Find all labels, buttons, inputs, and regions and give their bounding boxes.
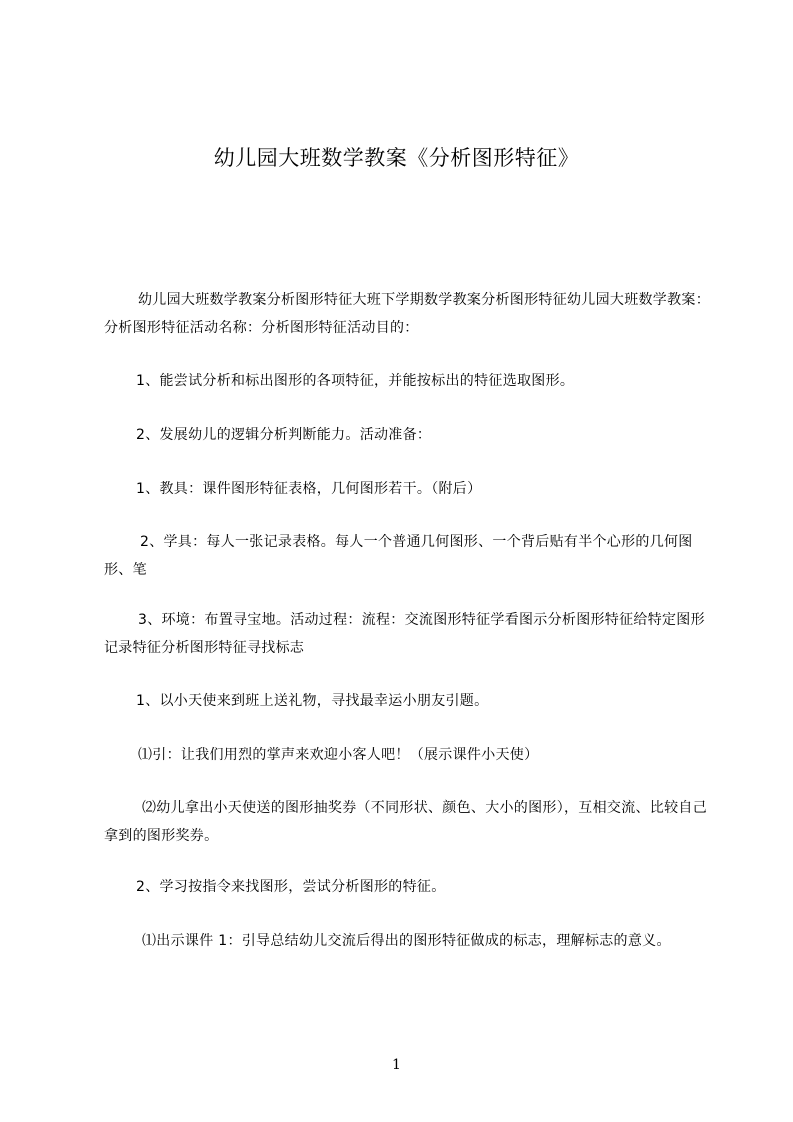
paragraph-process-2-a: ⑴出示课件 1：引导总结幼儿交流后得出的图形特征做成的标志，理解标志的意义。 (142, 933, 671, 949)
paragraph-process-2: 2、学习按指令来找图形，尝试分析图形的特征。 (136, 879, 446, 895)
paragraph-intro: 幼儿园大班数学教案分析图形特征大班下学期数学教案分析图形特征幼儿园大班数学教案：分析图形特征活动名称：分析图形特征活动目的： (104, 292, 710, 336)
paragraph-process-1-b: ⑵幼儿拿出小天使送的图形抽奖券（不同形状、颜色、大小的图形），互相交流、比较自己拿到的图形奖券。 (104, 800, 707, 844)
paragraph-prep-2: 2、学具：每人一张记录表格。每人一个普通几何图形、一个背后贴有半个心形的几何图形、笔 (104, 534, 693, 578)
paragraph-process-1-a: ⑴引：让我们用烈的掌声来欢迎小客人吧！（展示课件小天使） (138, 747, 539, 763)
paragraph-prep-3: 3、环境：布置寻宝地。活动过程：流程：交流图形特征学看图示分析图形特征给特定图形记录特征分析图形特征寻找标志 (104, 612, 705, 656)
paragraph-goal-2: 2、发展幼儿的逻辑分析判断能力。活动准备： (136, 427, 432, 443)
document-title: 幼儿园大班数学教案《分析图形特征》 (213, 146, 580, 170)
paragraph-process-1: 1、以小天使来到班上送礼物，寻找最幸运小朋友引题。 (136, 693, 489, 709)
paragraph-goal-1: 1、能尝试分析和标出图形的各项特征，并能按标出的特征选取图形。 (136, 373, 575, 389)
paragraph-prep-1: 1、教具：课件图形特征表格，几何图形若干。（附后） (136, 481, 482, 497)
page-number: 1 (392, 1057, 401, 1073)
